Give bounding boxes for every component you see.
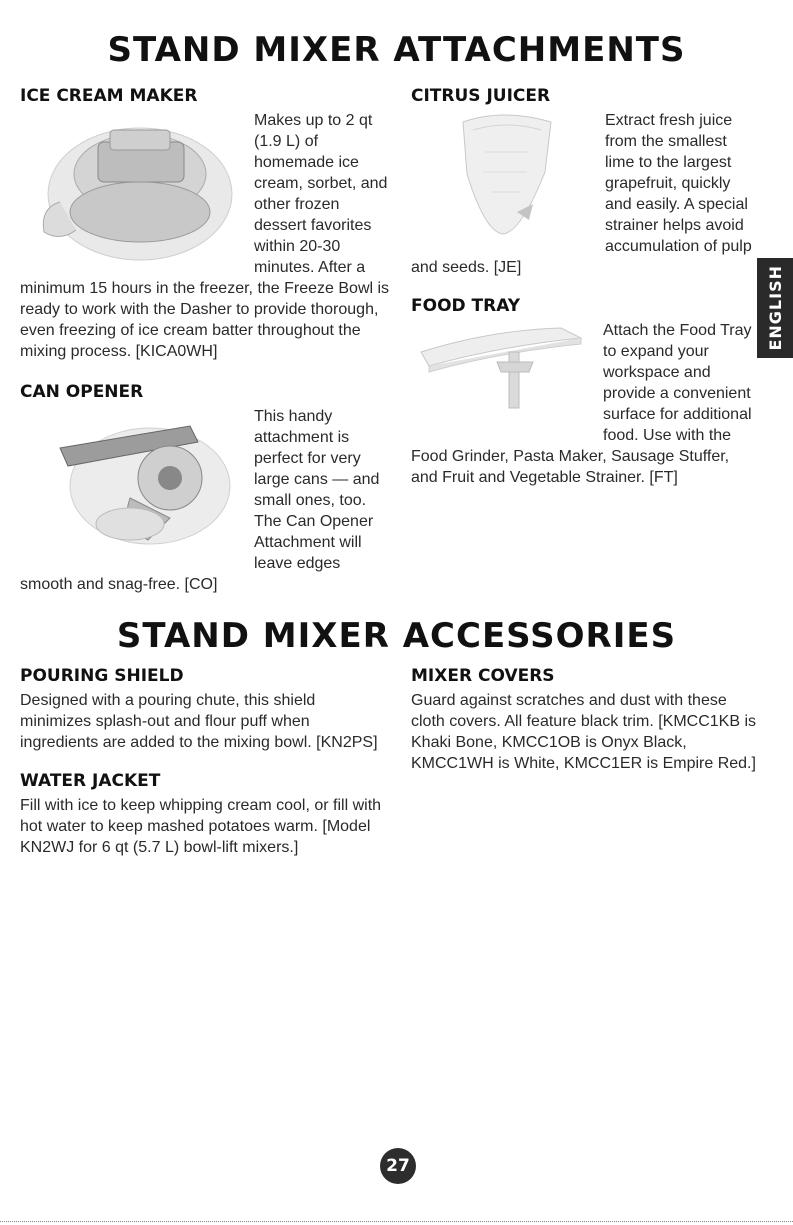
pouring-shield-heading: POURING SHIELD xyxy=(20,666,184,686)
left-column-accessories xyxy=(20,666,390,858)
accessories-title: STAND MIXER ACCESSORIES xyxy=(116,616,677,656)
can-opener-image xyxy=(20,408,242,558)
citrus-juicer-text: Extract fresh juice from the smallest lime to the largest grapefruit, quickly and easily. A special strainer helps avoid accumulation of pulp and seeds. [JE] xyxy=(411,112,752,276)
mixer-covers-text: Guard against scratches and dust with these cloth covers. All feature black trim. [KMCC1KB is Khaki Bone, KMCC1OB is Onyx Black, KMCC1WH is White, KMCC1ER is Empire Red.] xyxy=(411,692,756,772)
water-jacket-text: Fill with ice to keep whipping cream cool, or fill with hot water to keep mashed potatoes warm. [Model KN2WJ for 6 qt (5.7 L) bowl-lift mixers.] xyxy=(20,797,382,856)
food-tray-image xyxy=(411,322,591,422)
water-jacket-heading: WATER JACKET xyxy=(20,771,161,791)
page-number-badge: 27 xyxy=(380,1148,416,1184)
language-side-tab xyxy=(757,258,793,358)
attachments-title: STAND MIXER ATTACHMENTS xyxy=(107,30,686,70)
can-opener-heading: CAN OPENER xyxy=(20,382,144,402)
food-tray-text: Attach the Food Tray to expand your workspace and provide a convenient surface for additional food. Use with the Food Grinder, Pasta Maker, Sausage Stuffer, and Fruit and Vegetable Strainer. [FT] xyxy=(411,322,752,486)
language-label: ENGLISH xyxy=(765,265,785,351)
ice-cream-maker-text: Makes up to 2 qt (1.9 L) of homemade ice cream, sorbet, and other frozen dessert favorites within 20-30 minutes. After a minimum 15 hours in the freezer, the Freeze Bowl is ready to work with the Dasher to provide thorough, even freezing of ice cream batter throughout the mixing process. [KICA0WH] xyxy=(20,112,390,360)
citrus-juicer-heading: CITRUS JUICER xyxy=(411,86,551,106)
food-tray-heading: FOOD TRAY xyxy=(411,296,521,316)
can-opener-text: This handy attachment is perfect for very large cans — and small ones, too. The Can Opener Attachment will leave edges smooth and snag-free. [CO] xyxy=(20,408,380,593)
citrus-juicer-image xyxy=(433,112,593,240)
pouring-shield-text: Designed with a pouring chute, this shield minimizes splash-out and flour puff when ingredients are added to the mixing bowl. [KN2PS] xyxy=(20,692,378,751)
left-column-attachments xyxy=(20,86,390,595)
right-column-accessories xyxy=(411,666,756,774)
ice-cream-maker-image xyxy=(20,112,242,264)
bottom-divider xyxy=(0,1221,793,1222)
mixer-covers-heading: MIXER COVERS xyxy=(411,666,555,686)
ice-cream-maker-heading: ICE CREAM MAKER xyxy=(20,86,198,106)
right-column-attachments xyxy=(411,86,756,488)
